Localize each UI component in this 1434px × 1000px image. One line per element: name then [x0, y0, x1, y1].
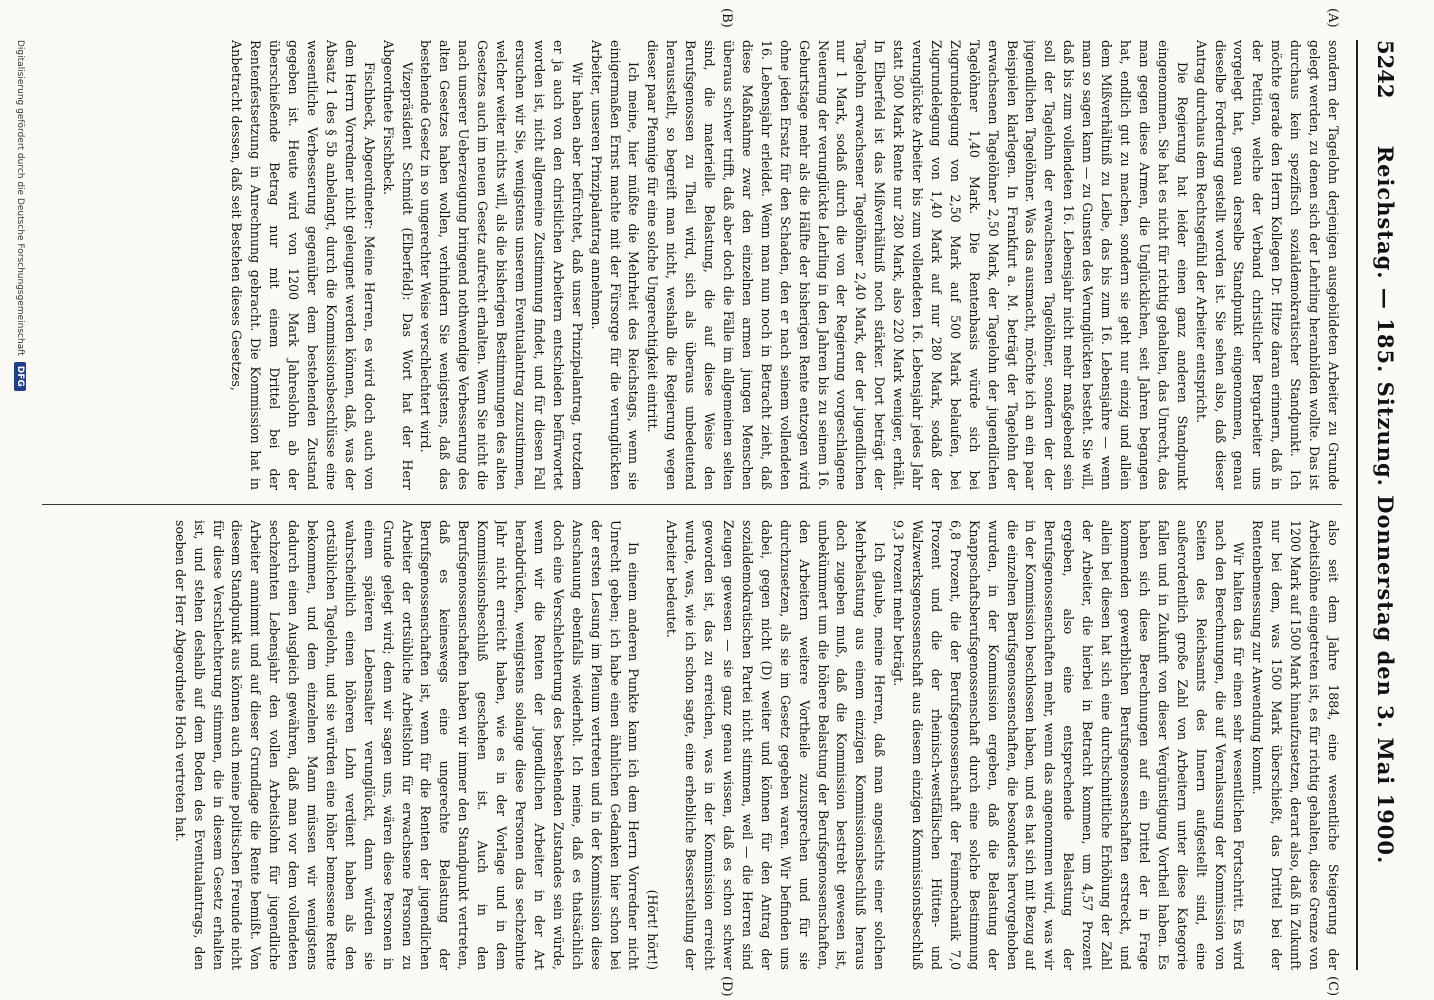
credit-text: Digitalisierung gefördert durch die Deutsche Forschungsgemeinschaft [15, 40, 25, 356]
speaker-announcement: Vizepräsident Schmidt (Elberfeld): Das Wort hat der Herr Abgeordnete Fischbeck. [380, 40, 415, 490]
left-paragraph-2: Die Regierung hat leider einen ganz anderen Standpunkt eingenommen. Sie hat es nicht für richtig gehalten, das Unrecht, das man gegen diese Armen, die Unglücklichen, seit Jahren begangen hat, endlich gut zu machen, sondern sie geht nur einzig und allein dem Mißverhältniß zu Leibe, das bis zum 16. Lebensjahre — wenn man so sagen kann — zu Gunsten des Verunglückten besteht. Sie will, daß bis zum vollendeten 16. Lebensjahr nicht mehr maßgebend sein soll der Tagelohn der erwachsenen Tagelöhner, sondern der der jugendlichen Tagelöhner. Was das ausmacht, möchte ich an ein paar Beispielen klarlegen. In Frankfurt a. M. beträgt der Tagelohn der erwachsenen Tagelöhner 2,50 Mark, der Tagelohn der jugendlichen Tagelöhner 1,40 Mark. Die Rentenbasis würde sich bei Zugrundelegung von 2,50 Mark auf 500 Mark belaufen, bei Zugrundelegung von 1,40 Mark auf nur 280 Mark, sodaß der verunglückte Arbeiter bis zum vollendeten 16. Lebensjahr jedes Jahr statt 500 Mark Rente nur 280 Mark, also 220 Mark weniger, erhält. In Elberfeld ist das Mißverhältniß noch stärker. Dort beträgt der Tagelohn erwachsener Tagelöhner 2,40 Mark, der der jugendlichen nur 1 Mark, sodaß durch die von der Regierung vorgeschlagene Neuerung der verunglückte Lehrling in den Jahren bis zu seinem 16. Geburtstage mehr als die Hälfte der bisherigen Rente entzogen wird ohne jeden Ersatz für den Schaden, den er nach seinem vollendeten 16. Lebensjahr erleidet. Wenn man nun noch in Betracht zieht, daß diese Maßnahme zwar den einzelnen armen jungen Menschen überaus schwer trifft, daß aber doch die Fälle im allgemeinen selten sind, die materielle Belastung, die auf diese Weise den Berufsgenossen zu Theil wird, sich als überaus unbedeutend herausstellt, so begreift man nicht, weshalb die Regierung wegen dieser paar Pfennige für eine solche Ungerechtigkeit eintritt. [645, 40, 1190, 490]
page-header [1356, 40, 1398, 970]
margin-marker-c: (C) [1325, 976, 1340, 997]
right-paragraph-3: Ich glaube, meine Herren, daß man angesichts einer solchen Mehrbelastung aus einem einzigen Kommissionsbeschluß heraus doch zugeben muß, daß die Kommission bestrebt gewesen ist, unbekümmert um die höhere Belastung der Berufsgenossenschaften, den Arbeitern weitere Vortheile zuzusprechen und für sie durchzusetzen, als sie im Gesetz gegeben waren. Wir befinden uns dabei, gegen nicht (D) weiter und können für den Antrag der sozialdemokratischen Partei nicht stimmen, weil — die Herren sind Zeugen gewesen — sie ganz genau wissen, daß es schon schwer geworden ist, das zu erreichen, was in der Kommission erreicht wurde, was, wie ich schon sagte, eine erhebliche Besserstellung der Arbeiter bedeutet. [664, 520, 888, 970]
left-column [42, 40, 1342, 490]
right-paragraph-2: Wir halten das für einen sehr wesentlichen Fortschritt. Es wird nach den Berechnungen, die auf Veranlassung der Kommission von Seiten des Reichsamts des Innern aufgestellt sind, eine außerordentlich große Zahl von Arbeitern unter diese Kategorie fallen und in Zukunft von dieser Vergünstigung Vortheil haben. Es haben sich diese Berechnungen auf ein Drittel der in Frage kommenden gewerblichen Berufsgenossenschaften erstreckt, und allein bei diesen hat sich eine durchschnittliche Erhöhung der Zahl der Arbeiter, die hierbei in Betracht kommen, um 4,57 Prozent ergeben, also eine entsprechende Belastung der Berufsgenossenschaften mehr, wenn das angenommen wird, was wir in der Kommission beschlossen haben, und es hat sich mit Bezug auf die einzelnen Berufsgenossenschaften, die besonders hervorgehoben wurden, in der Kommission ergeben, daß die Belastung der Knappschaftsberufsgenossenschaft durch eine solche Bestimmung 6,8 Prozent, die der Berufsgenossenschaft der Feinmechanik 7,0 Prozent und die der rheinisch-westfälischen Hütten- und Walzwerksgenossenschaft aus diesem einzigen Kommissionsbeschluß 9,3 Prozent mehr beträgt. [891, 520, 1247, 970]
margin-marker-b: (B) [719, 8, 734, 28]
page-number: 5242 [1373, 40, 1398, 99]
left-paragraph-1: sondern der Tagelohn derjenigen ausgebildeten Arbeiter zu Grunde gelegt werden, zu denen sich der Lehrling heranbilden wollte. Das ist durchaus kein spezifisch sozialdemokratischer Standpunkt. Ich möchte gerade den Herrn Kollegen Dr. Hitze daran erinnern, daß in der Petition, welche der Verband christlicher Bergarbeiter uns vorgelegt hat, genau derselbe Standpunkt eingenommen, genau dieselbe Forderung gestellt worden ist. Sie sehen also, daß dieser Antrag durchaus dem Rechtsgefühl der Arbeiter entspricht. [1193, 40, 1341, 490]
page-title: Reichstag. — 185. Sitzung. Donnerstag den 3. Mai 1900. [1373, 145, 1398, 865]
margin-marker-a: (A) [1325, 8, 1340, 28]
digitization-credit [14, 40, 26, 970]
interjection: (Hört! hört!) [645, 889, 661, 970]
right-column [42, 520, 1342, 970]
margin-marker-d: (D) [719, 976, 734, 997]
right-paragraph-1: also seit dem Jahre 1884, eine wesentliche Steigerung der Arbeitslöhne eingetreten ist, es für richtig gehalten, diese Grenze von 1200 Mark auf 1500 Mark hinaufzusetzen, derart also, daß in Zukunft nur bei dem, was 1500 Mark überschießt, das Drittel bei der Rentenbemessung zur Anwendung kommt. [1250, 520, 1341, 970]
left-paragraph-3: Ich meine, hier müßte die Mehrheit des Reichstags, wenn sie einigermaßen Ernst machte mit der Fürsorge für die verunglückten Arbeiter, unseren Prinzipalantrag annehmen. [588, 40, 642, 490]
column-divider [42, 504, 1342, 505]
left-paragraph-4: Wir haben aber befürchtet, daß unser Prinzipalantrag, trotzdem er ja auch von den christlichen Arbeitern entschieden befürwortet worden ist, nicht allgemeine Zustimmung findet, und für diesen Fall ersuchen wir Sie, wenigstens unserem Eventualantrag zuzustimmen, welcher weiter nichts will, als die bisherigen Bestimmungen des alten Gesetzes auch im neuen Gesetz aufrecht erhalten. Wenn Sie nicht die nach unserer Ueberzeugung bringend nothwendige Verbesserung des alten Gesetzes haben wollen, verhindern Sie wenigstens, daß das bestehende Gesetz in so ungerechter Weise verschlechtert wird. [418, 40, 585, 490]
right-paragraph-4: In einem anderen Punkte kann ich dem Herrn Vorredner nicht Unrecht geben; ich habe einen ähnlichen Gedanken hier schon bei der ersten Lesung im Plenum vertreten und in der Kommission diese Anschauung ebenfalls wiederholt. Ich meine, daß es thatsächlich doch eine Verschlechterung des bestehenden Zustandes sein würde, wenn wir die Renten der jugendlichen Arbeiter in der Art herabdrücken, wenigstens solange diese Personen das sechzehnte Jahr nicht erreicht haben, wie es in der Vorlage und in dem Kommissionsbeschluß geschehen ist. Auch in den Berufsgenossenschaften haben wir immer den Standpunkt vertreten, daß es keineswegs eine ungerechte Belastung der Berufsgenossenschaften ist, wenn für die Renten der jugendlichen Arbeiter der ortsübliche Arbeitslohn für erwachsene Personen zu Grunde gelegt wird; denn wir sagen uns, wären diese Personen in einem späteren Lebensalter verunglückt, dann würden sie wahrscheinlich einen höheren Lohn verdient haben als den ortsüblichen Tagelohn, und sie würden eine höher bemessene Rente bekommen, und dem einzelnen Mann müssen wir wenigstens dadurch einen Ausgleich gewähren, daß man vor dem vollendeten sechzehnten Lebensjahr den vollen Arbeitslohn für jugendliche Arbeiter annimmt und auf dieser Grundlage die Rente bemißt. Von diesem Standpunkt aus können auch meine politischen Freunde nicht für diese Verschlechterung stimmen, die in diesem Gesetz erhalten ist, und stehen deshalb auf dem Boden des Eventualantrags, den soeben der Herr Abgeordnete Hoch vertreten hat. [172, 520, 642, 970]
dfg-logo: DFG [14, 362, 26, 391]
left-paragraph-6: Fischbeck, Abgeordneter: Meine Herren, es wird doch auch von dem Herrn Vorredner nicht geleugnet werden können, daß, was der Absatz 1 des § 5b anbelangt, durch die Kommissionsbeschlüsse eine wesentliche Verbesserung gegenüber dem bestehenden Zustand gegeben ist. Heute wird von 1200 Mark Jahreslohn ab der überschießende Betrag nur mit einem Drittel bei der Rentenfestsetzung in Anrechnung gebracht. Die Kommission hat in Anbetracht dessen, daß seit Bestehen dieses Gesetzes, [229, 40, 377, 490]
